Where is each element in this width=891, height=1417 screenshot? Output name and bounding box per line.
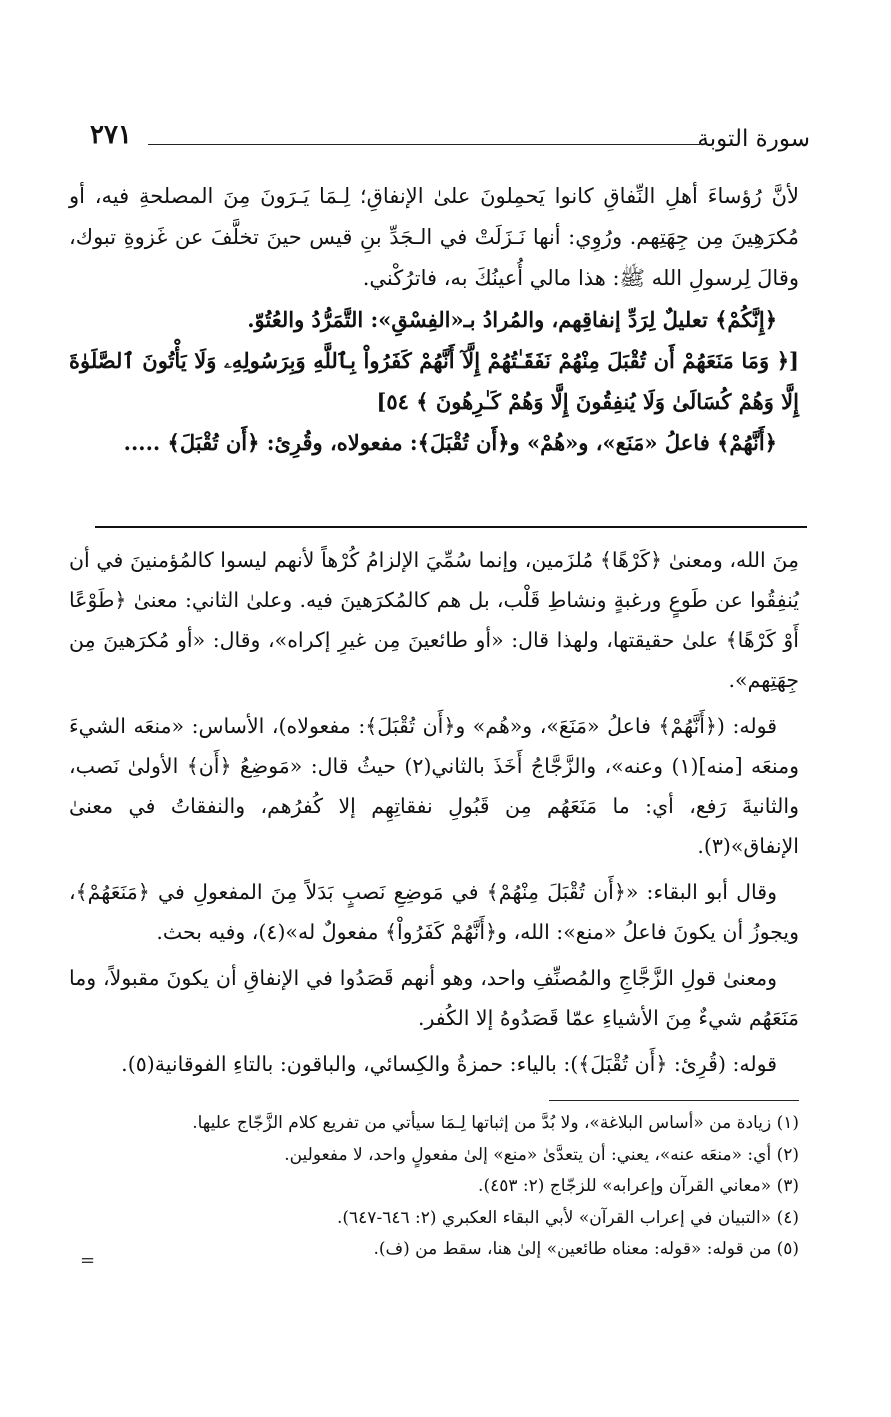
footnote: (٢) أي: «منعَه عنه»، يعني: أن يتعدَّىٰ «منع» إلىٰ مفعولٍ واحد، لا مفعولين.: [284, 1144, 799, 1165]
footnote: (١) زيادة من «أساس البلاغة»، ولا بُدَّ من إثباتها لِـمَا سيأتي من تفريع كلام الزَّجّاج عليها.: [192, 1113, 799, 1133]
commentary-paragraph: ﴿إِنَّكُمْ﴾ تعليلٌ لِرَدِّ إنفاقِهم، والمُرادُ بـ«الفِسْقِ»: التَّمَرُّدُ والعُتُوّ.: [247, 307, 777, 332]
section-divider: [95, 526, 807, 528]
header-rule: [148, 144, 700, 145]
footnotes: [69, 1108, 799, 1266]
footnote: (٤) «التبيان في إعراب القرآن» لأبي البقاء العكبري (٢: ٦٤٦-٦٤٧).: [337, 1207, 799, 1228]
margin-mark: =: [80, 1250, 96, 1271]
page-number: ٢٧١: [90, 120, 132, 150]
quran-verse: [﴿ وَمَا مَنَعَهُمْ أَن تُقْبَلَ مِنْهُمْ نَفَقَـٰتُهُمْ إِلَّآ أَنَّهُمْ كَفَرُواْ بِٱللَّهِ وَبِرَسُولِهِۦ وَلَا يَأْتُونَ ٱلصَّلَوٰةَ إِلَّا وَهُمْ كُسَالَىٰ وَلَا يُنفِقُونَ إِلَّا وَهُمْ كَـٰرِهُونَ ﴾ ٥٤]: [69, 348, 799, 414]
gloss-paragraph: قوله: (قُرِئ: ﴿أَن تُقْبَلَ﴾): بالياء: حمزةُ والكِسائي، والباقون: بالتاءِ الفوقانية(٥).: [121, 1052, 777, 1076]
main-commentary: [69, 176, 799, 463]
gloss-paragraph: قوله: (﴿أَنَّهُمْ﴾ فاعلُ «مَنَعَ»، و«هُم» و﴿أَن تُقْبَلَ﴾: مفعولاه)، الأساس: «منعَه الشيءَ ومنعَه [منه](١) وعنه»، والزَّجَّاجُ أَخَذَ بالثاني(٢) حيثُ قال: «مَوضِعُ ﴿أَن﴾ الأولىٰ نَصب، والثانيةَ رَفع، أي: ما مَنَعَهُم مِن قَبُولِ نفقاتِهِم إلا كُفرُهم، والنفقاتُ في معنىٰ الإنفاق»(٣).: [69, 714, 799, 858]
footnote: (٣) «معاني القرآن وإعرابه» للزجّاج (٢: ٤٥٣).: [478, 1176, 799, 1196]
gloss-section: [69, 540, 799, 1084]
page-header: [90, 118, 810, 168]
footnote-rule: [549, 1100, 799, 1101]
gloss-paragraph: وقال أبو البقاء: «﴿أَن تُقْبَلَ مِنْهُمْ﴾ في مَوضِعِ نَصبٍ بَدَلاً مِنَ المفعولِ في ﴿مَنَعَهُمْ﴾، ويجوزُ أن يكونَ فاعلُ «منع»: الله، و﴿أَنَّهُمْ كَفَرُواْ﴾ مفعولٌ له»(٤)، وفيه بحث.: [69, 880, 799, 944]
footnote: (٥) من قوله: «قوله: معناه طائعين» إلىٰ هنا، سقط من (ف).: [373, 1239, 799, 1259]
gloss-paragraph: ومعنىٰ قولِ الزَّجَّاجِ والمُصنِّفِ واحد، وهو أنهم قَصَدُوا في الإنفاقِ أن يكونَ مقبولاً، وما مَنَعَهُم شيءٌ مِنَ الأشياءِ عمّا قَصَدُوهُ إلا الكُفر.: [69, 966, 799, 1030]
sura-title: سورة التوبة: [697, 126, 810, 152]
commentary-paragraph: ﴿أَنَّهُمْ﴾ فاعلُ «مَنَع»، و«هُمْ» و﴿أَن تُقْبَلَ﴾: مفعولاه، وقُرِئ: ﴿أَن تُقْبَلَ﴾ .....: [123, 430, 777, 455]
gloss-paragraph: مِنَ الله، ومعنىٰ ﴿كَرْهًا﴾ مُلزَمين، وإنما سُمِّيَ الإلزامُ كُرْهاً لأنهم ليسوا كالمُؤمنينَ في أن يُنفِقُوا عن طَوعٍ ورغبةٍ ونشاطِ قَلْب، بل هم كالمُكرَهينَ فيه. وعلىٰ الثاني: معنىٰ ﴿طَوْعًا أَوْ كَرْهًا﴾ علىٰ حقيقتها، ولهذا قال: «أو طائعينَ مِن غيرِ إكراه»، وقال: «أو مُكرَهينَ مِن جِهَتِهم».: [69, 548, 799, 692]
commentary-paragraph: لأنَّ رُؤساءَ أهلِ النِّفاقِ كانوا يَحمِلونَ علىٰ الإنفاقِ؛ لِـمَا يَـرَونَ مِنَ المصلحةِ فيه، أو مُكرَهِينَ مِن جِهَتِهم. ورُوِي: أنها نَـزَلَتْ في الـجَدِّ بنِ قيس حينَ تخلَّفَ عن غَزوةِ تبوك، وقالَ لِرسولِ الله ﷺ: هذا مالي أُعينُكَ به، فاترُكْني.: [69, 184, 799, 290]
